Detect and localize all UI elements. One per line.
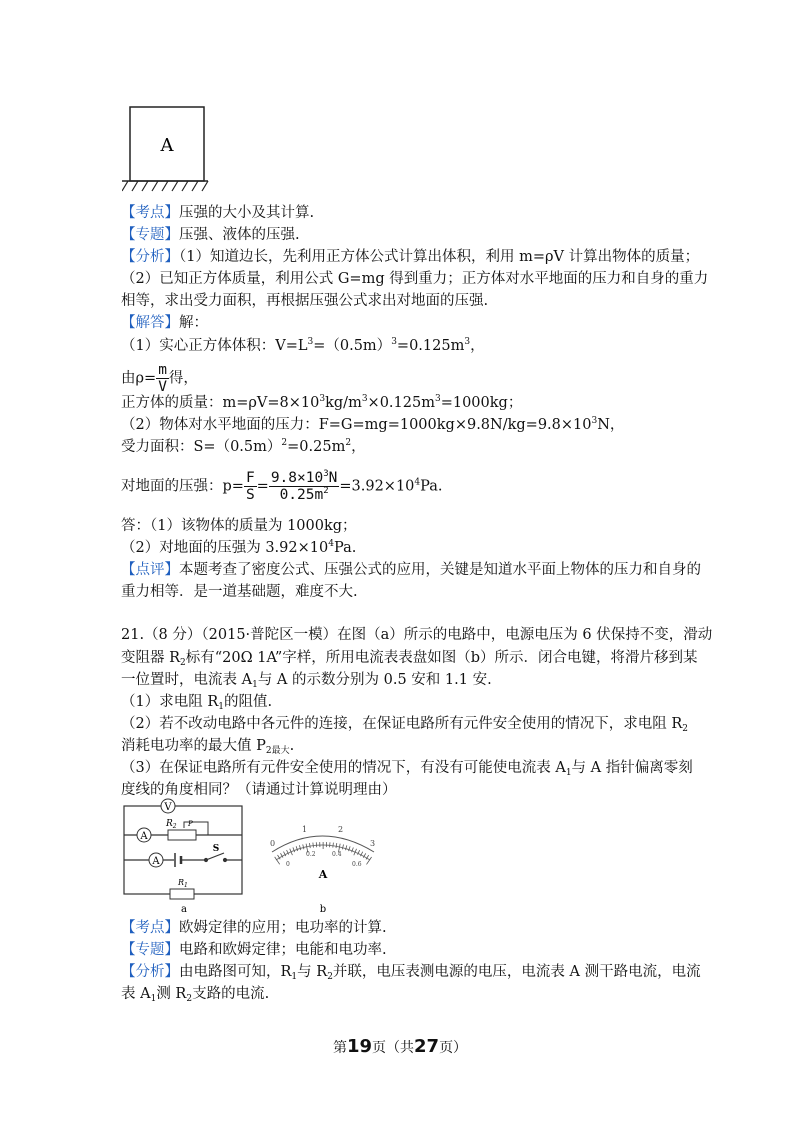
q21-line-4: （1）求电阻 $R_1$的阻值. — [121, 694, 273, 712]
switch-icon — [204, 853, 227, 863]
fenxi-line-2: （2）已知正方体质量，利用公式 G=mg 得到重力；正方体对水平地面的压力和自身的重力 — [121, 271, 709, 287]
q21-fenxi-line-1: 【分析】由电路图可知，$R_1$与 $R_2$并联，电压表测电源的电压，电流表 A 测干路电流，电流 — [121, 964, 701, 982]
dial-tick — [313, 843, 314, 848]
dial-tick — [345, 845, 346, 850]
fenxi-tag: 【分析】 — [121, 249, 179, 265]
page-footer: 第19页（共27页） — [332, 1036, 468, 1057]
force-step: （2）物体对水平地面的压力：$F=G=mg=1000kg\times 9.8N/kg=9.8\times 10^3N$， — [121, 416, 625, 433]
scale-top-2: 2 — [338, 825, 344, 834]
page-total: 27 — [414, 1036, 440, 1057]
q21-fenxi-line-2: 表 $A_1$测 $R_2$支路的电流. — [121, 986, 270, 1004]
pressure-formula: 对地面的压强：p= $\frac{F}{S}$ = $\frac{9.8\times 10^3N}{0.25m^2}$ $=3.92\times 10^4Pa$. — [121, 469, 443, 503]
scale-bottom-2: 0.4 — [332, 851, 342, 858]
q21-line-7: （3）在保证电路所有元件安全使用的情况下，有没有可能使电流表 $A_1$与 A 指针偏离零刻 — [121, 760, 693, 778]
dianping-tag: 【点评】 — [121, 562, 179, 578]
q21-line-1: 21.（8 分）（2015·普陀区一模）在图（a）所示的电路中，电源电压为 6 伏保持不变，滑动 — [121, 627, 713, 643]
area-step: 受力面积：$S=(0.5m)^2=0.25m^2$， — [121, 438, 366, 455]
dial-tick — [303, 844, 304, 849]
fenxi-line-3: 相等，求出受力面积，再根据压强公式求出对地面的压强. — [121, 293, 489, 309]
fs-fraction: $\frac{F}{S}$ — [245, 470, 255, 503]
jieda-tag: 【解答】 — [121, 315, 179, 331]
resistor-r1 — [170, 889, 194, 899]
scale-top-1: 1 — [302, 825, 308, 834]
q21-line-3: 一位置时，电流表 $A_1$与 A 的示数分别为 0.5 安和 1.1 安. — [121, 672, 492, 690]
ammeter-a-label: A — [152, 856, 160, 867]
rho-fraction: $\frac{m}{V}$ — [158, 362, 167, 395]
caption-b: b — [319, 904, 327, 914]
answer-1: 答：（1）该物体的质量为 1000kg； — [121, 518, 357, 534]
dianping-line-1: 【点评】本题考查了密度公式、压强公式的应用，关键是知道水平面上物体的压力和自身的 — [121, 562, 701, 578]
ammeter-a1-label: A — [140, 831, 148, 842]
dial-tick — [296, 846, 298, 851]
ammeter-dial — [262, 808, 387, 914]
fenxi-line-1 — [121, 247, 699, 267]
page-number: 19 — [346, 1036, 372, 1057]
battery-icon — [174, 852, 182, 868]
answer-2: （2）对地面的压强为 $3.92\times 10^4Pa$. — [121, 539, 357, 556]
circuit-diagram — [118, 792, 248, 914]
jieda-line — [121, 313, 208, 333]
dial-label: A — [318, 868, 328, 881]
dial-tick — [336, 843, 337, 848]
zhuanti-tag: 【专题】 — [121, 227, 179, 243]
rheostat-r2 — [168, 830, 196, 840]
q21-line-6: 消耗电功率的最大值 $P_{2最大}$. — [121, 738, 295, 756]
dianping-line-2: 重力相等．是一道基础题，难度不大. — [121, 584, 358, 600]
switch-label: S — [212, 844, 220, 854]
q21-line-8: 度线的角度相同？（请通过计算说明理由） — [121, 782, 397, 798]
q21-line-5: （2）若不改动电路中各元件的连接，在保证电路所有元件安全使用的情况下，求电阻 $R_2$ — [121, 716, 688, 734]
voltmeter-label: V — [164, 802, 172, 813]
value-fraction: $\frac{9.8\times 10^3N}{0.25m^2}$ — [270, 469, 338, 503]
q21-zhuanti-line: 【专题】电路和欧姆定律；电能和电功率. — [121, 942, 387, 958]
scale-bottom-3: 0.6 — [352, 861, 362, 868]
block-label: A — [160, 135, 174, 156]
zhuanti-text: 压强、液体的压强. — [179, 227, 300, 243]
ground-hatching — [122, 181, 208, 191]
zhuanti-line — [121, 225, 300, 245]
q21-line-2: 变阻器 $R_2$标有“20Ω 1A”字样，所用电流表表盘如图（b）所示．闭合电键，将滑片移到某 — [121, 650, 698, 668]
kaodian-tag: 【考点】 — [121, 205, 179, 221]
dial-tick — [299, 845, 300, 850]
r1-label: $R_1$ — [178, 878, 188, 889]
scale-top-3: 3 — [370, 839, 376, 848]
r2-label: $R_2$ — [166, 819, 177, 830]
q21-kaodian-line: 【考点】欧姆定律的应用；电功率的计算. — [121, 920, 387, 936]
volume-step: （1）实心正方体体积：$V=L^3=(0.5m)^3=0.125m^3$， — [121, 337, 485, 354]
fenxi-text-1: （1）知道边长，先利用正方体公式计算出体积，利用 m=ρV 计算出物体的质量； — [179, 249, 700, 265]
kaodian-text: 压强的大小及其计算. — [179, 205, 315, 221]
dial-tick — [333, 843, 334, 848]
caption-a: a — [181, 904, 187, 914]
scale-bottom-1: 0.2 — [306, 851, 316, 858]
mass-step: 正方体的质量：$m=\rho V=8\times 10^3kg/m^3\times 0.125m^3=1000kg$； — [121, 394, 523, 411]
scale-top-0: 0 — [270, 839, 276, 848]
dial-tick — [309, 843, 310, 848]
scale-bottom-0: 0 — [286, 861, 290, 868]
block-on-ground-figure — [122, 105, 212, 195]
kaodian-line — [121, 203, 314, 223]
dial-tick — [342, 844, 343, 849]
slider-label: P — [188, 820, 193, 828]
jieda-text: 解： — [179, 315, 208, 331]
density-formula: 由ρ= $\frac{m}{V}$ 得， — [121, 362, 198, 395]
